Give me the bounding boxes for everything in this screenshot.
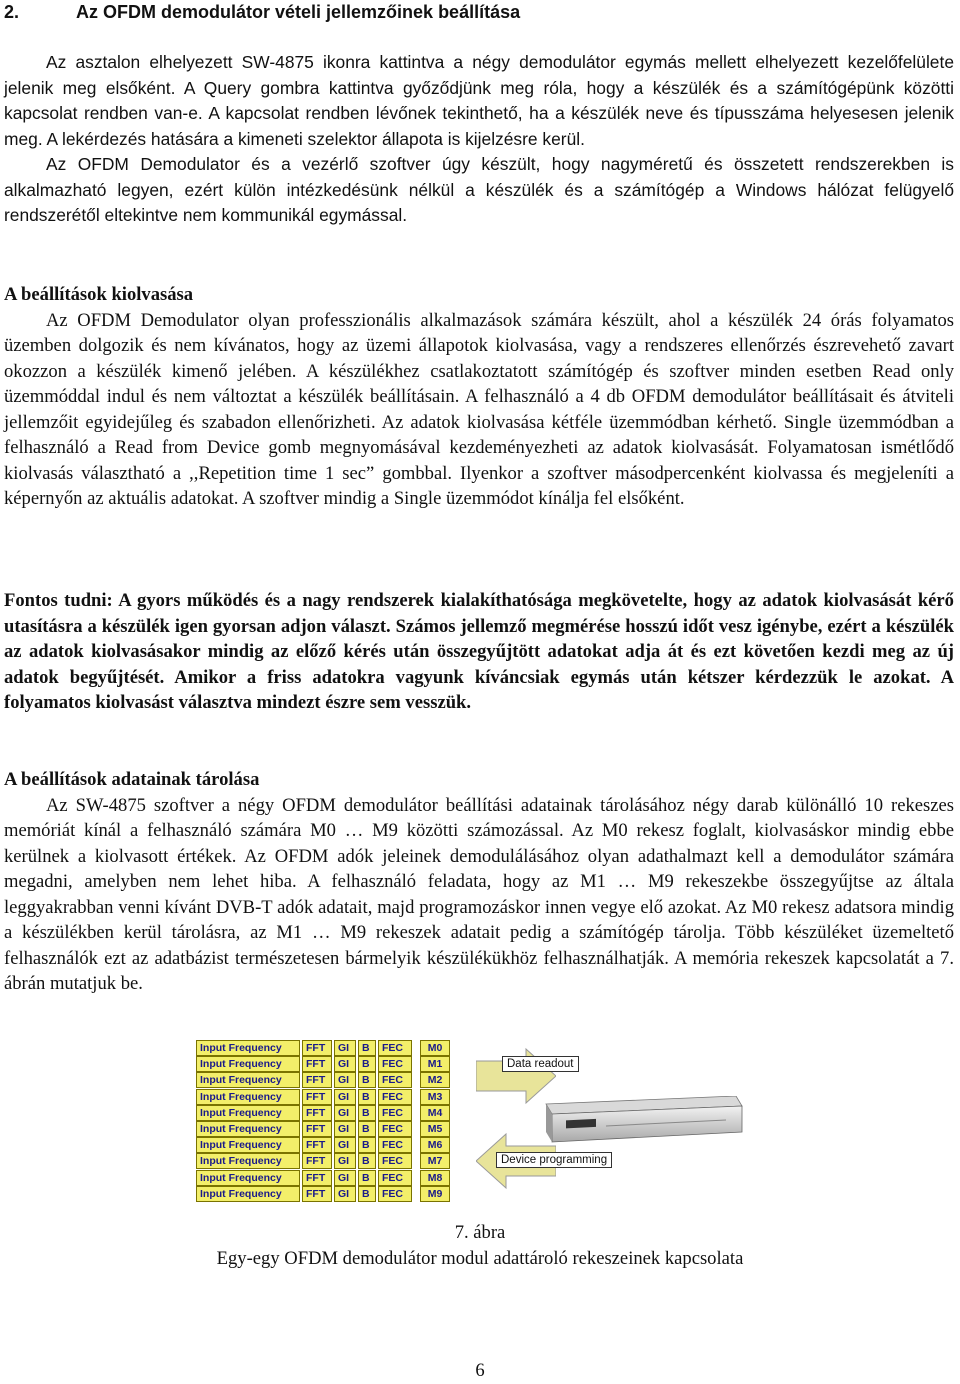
memory-row-m6 xyxy=(196,1137,472,1153)
reading-section xyxy=(4,282,954,512)
memory-field-cell: GI xyxy=(334,1072,356,1088)
memory-field-cell: FEC xyxy=(378,1121,412,1137)
intro-paragraph-2: Az OFDM Demodulator és a vezérlő szoftver úgy készült, hogy nagyméretű és összetett rendszerekben is alkalmazható legyen, ezért külön intézkedésünk nélkül a készülék és a számítógép a Windows hálózat felügyelő rendszerétől eltekintve nem kommunikál egymással. xyxy=(4,154,954,225)
memory-row-m4 xyxy=(196,1105,472,1121)
memory-field-cell: Input Frequency xyxy=(196,1089,300,1105)
intro-paragraph-1: Az asztalon elhelyezett SW-4875 ikonra kattintva a négy demodulátor egymás mellett elhelyezett kezelőfelülete jelenik meg elsőként. A Query gombra kattintva győződjünk meg róla, hogy a készülék és a számítógépünk közötti kapcsolat rendben van-e. A kapcsolat rendben lévőnek tekinthető, ha a készülék neve és típusszáma helyesesen jelenik meg. A lekérdezés hatására a kimeneti szelektor állapota is kijelzésre kerül. xyxy=(4,52,954,149)
memory-row-m1 xyxy=(196,1056,472,1072)
memory-field-cell: FFT xyxy=(302,1170,332,1186)
storage-paragraph: Az SW-4875 szoftver a négy OFDM demodulátor beállítási adatainak tárolásához négy darab különálló 10 rekeszes memóriát kínál a felhasználó számára M0 … M9 közötti számozással. Az M0 rekesz foglalt, kiolvasáskor mindig ebbe kerülnek a kiolvasott értékek. Az OFDM adók jeleinek demodulálásához olyan adathalmazt kell a demodulátor számára megadni, amelyben nem lehet hiba. A felhasználó feladata, hogy az M1 … M9 rekeszekbe összegyűjtse az általa leggyakrabban venni kívánt DVB-T adók adatait, majd programozáskor innen vegye elő azokat. Az M0 rekesz adatsora mindig a készülékben kerül tárolásra, az M1 … M9 rekeszek adatait pedig a számítógép tárolja. Több készüléket üzemeltető felhasználók ezt az adatbázist természetesen bármelyik készülékükhöz felhasználhatják. A memória rekeszek kapcsolatát a 7. ábrán mutatjuk be. xyxy=(4,794,954,994)
memory-field-cell: B xyxy=(358,1105,376,1121)
memory-field-cell: FEC xyxy=(378,1186,412,1202)
memory-field-cell: GI xyxy=(334,1089,356,1105)
memory-field-cell: FEC xyxy=(378,1056,412,1072)
memory-field-cell: FFT xyxy=(302,1121,332,1137)
memory-field-cell: Input Frequency xyxy=(196,1121,300,1137)
section-number: 2. xyxy=(4,2,20,22)
memory-field-cell: FEC xyxy=(378,1040,412,1056)
memory-field-cell: FFT xyxy=(302,1137,332,1153)
memory-field-cell: GI xyxy=(334,1105,356,1121)
memory-field-cell: FFT xyxy=(302,1153,332,1169)
memory-row-m5 xyxy=(196,1121,472,1137)
memory-field-cell: Input Frequency xyxy=(196,1072,300,1088)
memory-field-cell: FEC xyxy=(378,1137,412,1153)
memory-field-cell: FFT xyxy=(302,1089,332,1105)
memory-field-cell: FFT xyxy=(302,1186,332,1202)
memory-field-cell: GI xyxy=(334,1040,356,1056)
reading-heading: A beállítások kiolvasása xyxy=(4,284,194,305)
memory-row-m3 xyxy=(196,1089,472,1105)
memory-field-cell: GI xyxy=(334,1137,356,1153)
memory-field-cell: FEC xyxy=(378,1072,412,1088)
memory-table xyxy=(196,1040,472,1202)
memory-field-cell: FEC xyxy=(378,1089,412,1105)
memory-field-cell: B xyxy=(358,1089,376,1105)
memory-field-cell: FEC xyxy=(378,1105,412,1121)
storage-section xyxy=(4,767,954,997)
memory-row-m7 xyxy=(196,1153,472,1169)
section-title: Az OFDM demodulátor vételi jellemzőinek beállítása xyxy=(76,2,521,22)
memory-field-cell: Input Frequency xyxy=(196,1056,300,1072)
page-number: 6 xyxy=(475,1360,485,1381)
device-image xyxy=(536,1096,746,1146)
memory-field-cell: GI xyxy=(334,1153,356,1169)
reading-paragraph: Az OFDM Demodulator olyan professzionális alkalmazások számára készült, ahol a készülék 24 órás folyamatos üzemben dolgozik és nem kívánatos, hogy az üzemi állapotok kiolvasása, vagy a rendszeres ellenőrzés észrevehető zavart okozzon a készülék kimenő jelében. A készülékhez csatlakoztatott számítógép és szoftver minden esetben Read only üzemmóddal indul és nem változtat a készülék beállításain. A felhasználó a 4 db OFDM demodulátor beállításait és átviteli jellemzőit egyidejűleg és szabadon ellenőrizheti. Az adatok kiolvasása kétféle üzemmódban kérhető. Single üzemmódban a felhasználó a Read from Device gomb megnyomásával kezdeményezheti az adatok kiolvasását. Folyamatosan ismétlődő kiolvasás választható a ,,Repetition time 1 sec” gombbal. Ilyenkor a szoftver másodpercenként kiolvassa és megjeleníti a képernyőn az aktuális adatokat. A szoftver mindig a Single üzemmódot kínálja fel elsőként. xyxy=(4,309,954,509)
memory-field-cell: B xyxy=(358,1153,376,1169)
intro-block xyxy=(4,50,954,229)
memory-field-cell: B xyxy=(358,1056,376,1072)
memory-slot-label: M0 xyxy=(420,1040,450,1056)
memory-row-m2 xyxy=(196,1072,472,1088)
memory-slot-label: M7 xyxy=(420,1153,450,1169)
memory-slot-label: M1 xyxy=(420,1056,450,1072)
device-programming-label: Device programming xyxy=(496,1152,612,1168)
memory-slot-label: M5 xyxy=(420,1121,450,1137)
memory-field-cell: GI xyxy=(334,1056,356,1072)
memory-slot-label: M8 xyxy=(420,1170,450,1186)
memory-field-cell: FFT xyxy=(302,1056,332,1072)
memory-field-cell: FFT xyxy=(302,1040,332,1056)
memory-field-cell: B xyxy=(358,1170,376,1186)
memory-slot-label: M2 xyxy=(420,1072,450,1088)
memory-slot-label: M6 xyxy=(420,1137,450,1153)
figure-memory-slots xyxy=(196,1040,756,1202)
memory-field-cell: FEC xyxy=(378,1170,412,1186)
note-body: A gyors működés és a nagy rendszerek kialakíthatósága megkövetelte, hogy az adatok kiolvasását kérő utasításra a készülék igen gyorsan adjon választ. Számos jellemző megmérése hosszú időt vesz igénybe, ezért a készülék az adatok kiolvasásakor mindig az előző kérés után összegyűjtött adatokat adja át és ezt követően kezdi meg az új adatok begyűjtését. Amikor a friss adatokra vagyunk kíváncsiak egymás után kétszer kérdezzük le azokat. A folyamatos kiolvasást választva mindezt észre sem vesszük. xyxy=(4,590,954,713)
memory-field-cell: GI xyxy=(334,1186,356,1202)
memory-field-cell: Input Frequency xyxy=(196,1170,300,1186)
figure-number: 7. ábra xyxy=(454,1222,506,1243)
memory-field-cell: GI xyxy=(334,1121,356,1137)
memory-field-cell: Input Frequency xyxy=(196,1137,300,1153)
memory-field-cell: B xyxy=(358,1040,376,1056)
note-label: Fontos tudni: xyxy=(4,590,113,611)
memory-field-cell: Input Frequency xyxy=(196,1153,300,1169)
memory-slot-label: M4 xyxy=(420,1105,450,1121)
memory-field-cell: B xyxy=(358,1072,376,1088)
memory-slot-label: M9 xyxy=(420,1186,450,1202)
section-heading xyxy=(4,2,944,23)
memory-field-cell: FFT xyxy=(302,1072,332,1088)
memory-field-cell: Input Frequency xyxy=(196,1186,300,1202)
memory-field-cell: B xyxy=(358,1137,376,1153)
memory-field-cell: Input Frequency xyxy=(196,1040,300,1056)
memory-slot-label: M3 xyxy=(420,1089,450,1105)
memory-field-cell: B xyxy=(358,1121,376,1137)
memory-field-cell: GI xyxy=(334,1170,356,1186)
storage-heading: A beállítások adatainak tárolása xyxy=(4,769,260,790)
memory-row-m9 xyxy=(196,1186,472,1202)
memory-field-cell: Input Frequency xyxy=(196,1105,300,1121)
note-section xyxy=(4,588,954,716)
memory-field-cell: FFT xyxy=(302,1105,332,1121)
memory-field-cell: B xyxy=(358,1186,376,1202)
figure-caption: Egy-egy OFDM demodulátor modul adattároló rekeszeinek kapcsolata xyxy=(216,1248,744,1269)
memory-row-m0 xyxy=(196,1040,472,1056)
memory-field-cell: FEC xyxy=(378,1153,412,1169)
memory-row-m8 xyxy=(196,1170,472,1186)
data-readout-label: Data readout xyxy=(502,1056,579,1072)
